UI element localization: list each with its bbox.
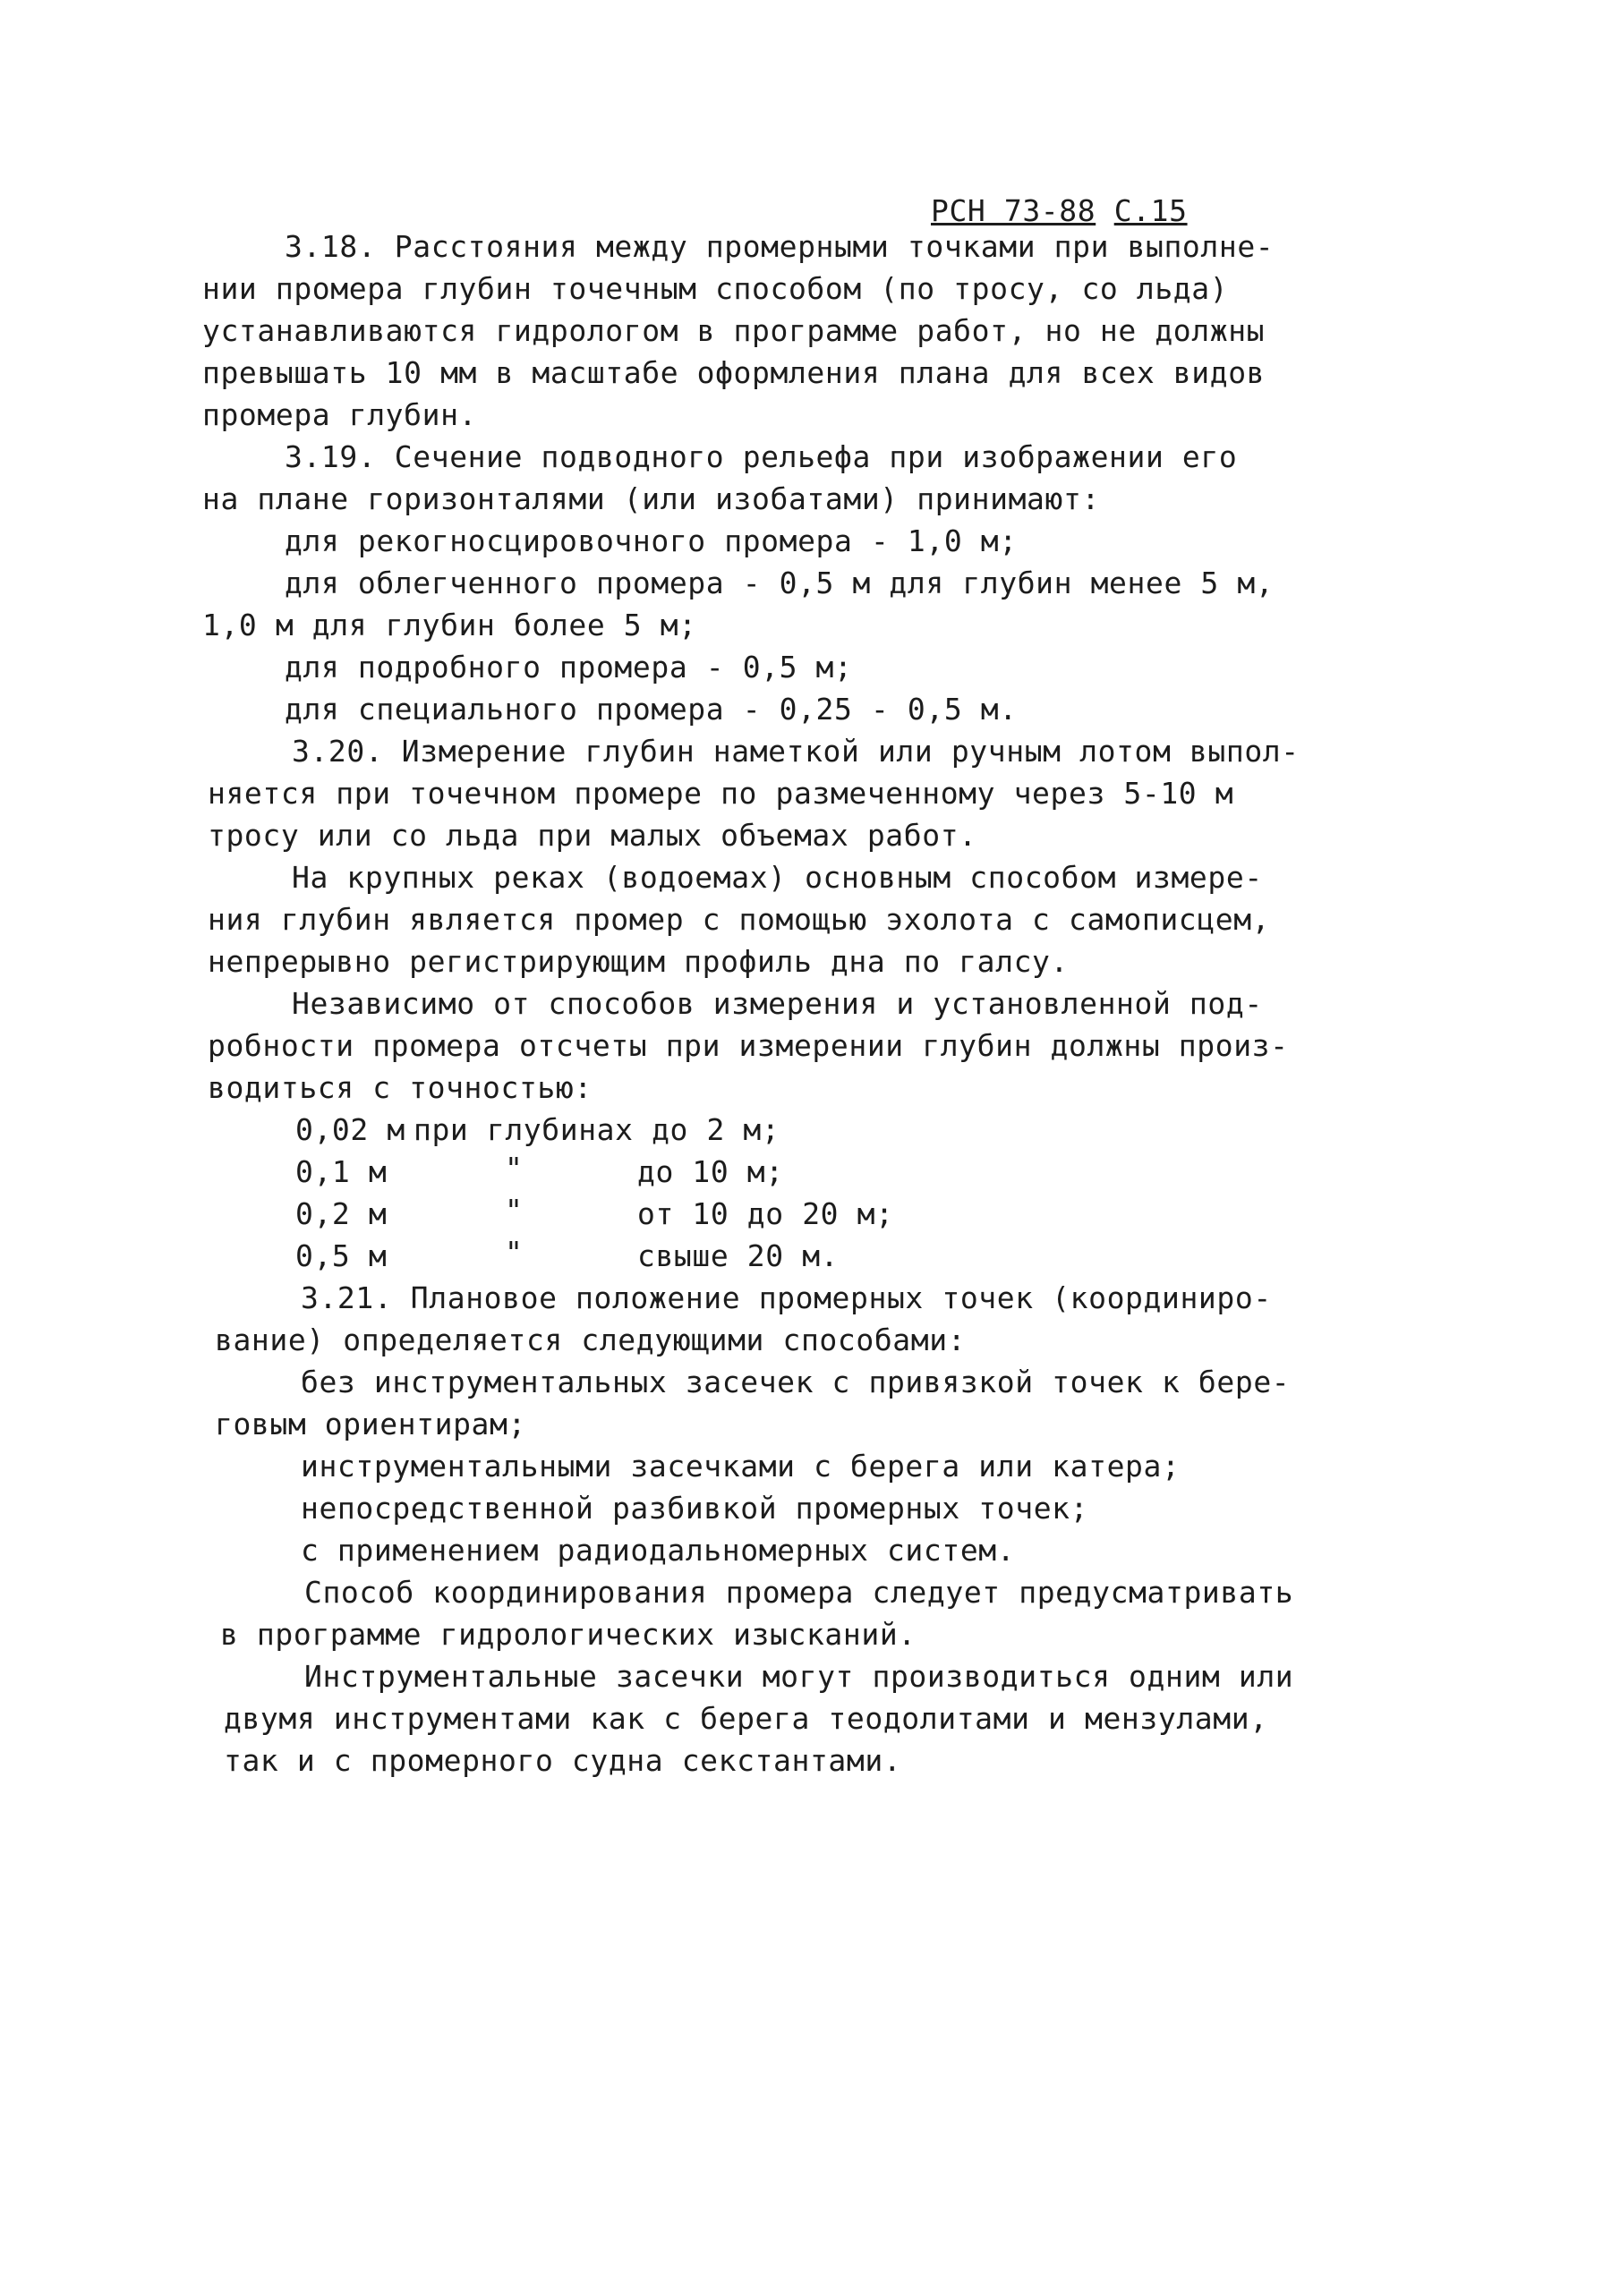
depth-range: при глубинах до 2 м; xyxy=(414,1112,780,1147)
paragraph-line: нии промера глубин точечным способом (по тросу, со льда) xyxy=(202,271,1229,306)
paragraph-line: няется при точечном промере по размеченному через 5-10 м xyxy=(208,776,1234,811)
paragraph-line: в программе гидрологических изысканий. xyxy=(220,1617,917,1652)
depth-range: свыше 20 м. xyxy=(637,1238,840,1273)
paragraph-line: вание) определяется следующими способами: xyxy=(215,1322,967,1357)
ditto-mark: " xyxy=(505,1151,524,1186)
paragraph-line: 1,0 м для глубин более 5 м; xyxy=(202,608,697,642)
paragraph-line: 3.21. Плановое положение промерных точек (координиро- xyxy=(301,1280,1272,1315)
paragraph-line: Способ координирования промера следует предусматривать xyxy=(304,1575,1294,1610)
paragraph-line: с применением радиодальномерных систем. xyxy=(301,1533,1016,1568)
paragraph-line: непрерывно регистрирующим профиль дна по галсу. xyxy=(208,944,1069,979)
accuracy-value: 0,1 м xyxy=(295,1154,388,1189)
accuracy-value: 0,02 м xyxy=(295,1112,405,1147)
ditto-mark: " xyxy=(505,1235,524,1270)
paragraph-line: 3.19. Сечение подводного рельефа при изображении его xyxy=(285,439,1238,474)
paragraph-line: промера глубин. xyxy=(202,397,478,432)
paragraph-line: для рекогносцировочного промера - 1,0 м; xyxy=(285,523,1018,558)
paragraph-line: для облегченного промера - 0,5 м для глубин менее 5 м, xyxy=(285,565,1275,600)
paragraph-line: 3.18. Расстояния между промерными точками при выполне- xyxy=(285,229,1275,264)
paragraph-line: ния глубин является промер с помощью эхолота с самописцем, xyxy=(208,902,1271,937)
paragraph-line: 3.20. Измерение глубин наметкой или ручным лотом выпол- xyxy=(292,734,1300,769)
paragraph-line: превышать 10 мм в масштабе оформления плана для всех видов xyxy=(202,355,1266,390)
paragraph-line: непосредственной разбивкой промерных точек; xyxy=(301,1491,1089,1526)
depth-range: до 10 м; xyxy=(637,1154,784,1189)
paragraph-line: на плане горизонталями (или изобатами) принимают: xyxy=(202,481,1100,516)
paragraph-line: двумя инструментами как с берега теодолитами и мензулами, xyxy=(224,1701,1268,1736)
paragraph-line: Независимо от способов измерения и установленной под- xyxy=(292,986,1263,1021)
depth-range: от 10 до 20 м; xyxy=(637,1196,894,1231)
paragraph-line: без инструментальных засечек с привязкой точек к бере- xyxy=(301,1365,1291,1399)
document-code: РСН 73-88 xyxy=(931,193,1096,228)
accuracy-value: 0,5 м xyxy=(295,1238,388,1273)
paragraph-line: устанавливаются гидрологом в программе работ, но не должны xyxy=(202,313,1266,348)
paragraph-line: робности промера отсчеты при измерении глубин должны произ- xyxy=(208,1028,1289,1063)
paragraph-line: Инструментальные засечки могут производиться одним или xyxy=(304,1659,1294,1694)
paragraph-line: водиться с точностью: xyxy=(208,1070,593,1105)
page-number: С.15 xyxy=(1113,193,1188,228)
page-header xyxy=(931,193,1188,228)
paragraph-line: для подробного промера - 0,5 м; xyxy=(285,650,853,685)
paragraph-line: тросу или со льда при малых объемах работ. xyxy=(208,818,977,853)
ditto-mark: " xyxy=(505,1193,524,1228)
accuracy-value: 0,2 м xyxy=(295,1196,388,1231)
paragraph-line: так и с промерного судна секстантами. xyxy=(224,1743,902,1778)
paragraph-line: На крупных реках (водоемах) основным способом измере- xyxy=(292,860,1263,895)
paragraph-line: говым ориентирам; xyxy=(215,1407,526,1441)
paragraph-line: для специального промера - 0,25 - 0,5 м. xyxy=(285,692,1018,727)
paragraph-line: инструментальными засечками с берега или катера; xyxy=(301,1449,1181,1484)
